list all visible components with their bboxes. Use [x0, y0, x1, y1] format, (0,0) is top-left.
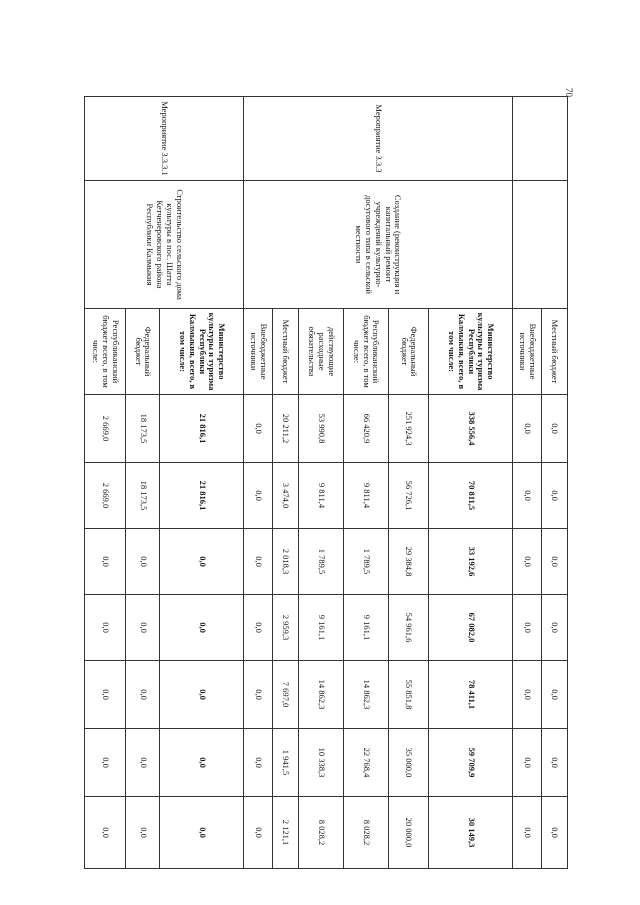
funding-source-cell: Внебюджетные источники	[512, 309, 541, 395]
measure-number-cell	[512, 97, 567, 181]
amount-cell: 21 816,1	[160, 463, 244, 529]
funding-source-cell: Республиканский бюджет всего, в том числе:	[343, 309, 388, 395]
amount-cell: 2 959,3	[272, 595, 298, 661]
measure-number-cell: Мероприятие 3.3.3	[244, 97, 513, 181]
amount-cell: 0,0	[125, 529, 160, 595]
amount-cell: 0,0	[512, 661, 541, 729]
amount-cell: 0,0	[125, 661, 160, 729]
measure-description-cell: Создание (реконструкция и капитальный ремонт учреждений культурно-досугового типа в сельской местности	[244, 181, 513, 309]
amount-cell: 9 161,1	[299, 595, 344, 661]
amount-cell: 0,0	[160, 797, 244, 869]
amount-cell: 1 789,5	[343, 529, 388, 595]
amount-cell: 35 000,0	[388, 729, 429, 797]
amount-cell: 0,0	[244, 463, 273, 529]
page-number: 70	[564, 88, 574, 97]
amount-cell: 0,0	[125, 797, 160, 869]
amount-cell: 56 726,1	[388, 463, 429, 529]
amount-cell: 0,0	[512, 729, 541, 797]
amount-cell: 0,0	[85, 529, 126, 595]
amount-cell: 0,0	[541, 729, 567, 797]
amount-cell: 3 474,0	[272, 463, 298, 529]
amount-cell: 1 941,5	[272, 729, 298, 797]
amount-cell: 30 149,3	[429, 797, 513, 869]
amount-cell: 0,0	[160, 529, 244, 595]
table-row	[541, 97, 567, 869]
funding-source-cell: Республиканский бюджет всего, в том числе:	[85, 309, 126, 395]
amount-cell: 29 384,8	[388, 529, 429, 595]
funding-source-cell: Местный бюджет	[541, 309, 567, 395]
amount-cell: 0,0	[512, 595, 541, 661]
amount-cell: 7 697,0	[272, 661, 298, 729]
measure-description-cell: Строительство сельского дома культуры в пос. Шатта Кетченеровского района Республики Калмыкия	[85, 181, 244, 309]
funding-source-cell: действующие расходные обязательства	[299, 309, 344, 395]
amount-cell: 0,0	[541, 797, 567, 869]
measure-number-cell: Мероприятие 3.3.3.1	[85, 97, 244, 181]
amount-cell: 18 173,5	[125, 463, 160, 529]
table-body	[85, 97, 568, 869]
amount-cell: 14 862,3	[343, 661, 388, 729]
funding-source-cell: Министерство культуры и туризма Республики Калмыкия, всего, в том числе:	[160, 309, 244, 395]
funding-source-cell: Местный бюджет	[272, 309, 298, 395]
amount-cell: 0,0	[85, 661, 126, 729]
amount-cell: 0,0	[160, 729, 244, 797]
amount-cell: 0,0	[160, 661, 244, 729]
amount-cell: 0,0	[85, 797, 126, 869]
amount-cell: 9 811,4	[343, 463, 388, 529]
amount-cell: 0,0	[512, 797, 541, 869]
amount-cell: 0,0	[244, 529, 273, 595]
amount-cell: 0,0	[125, 729, 160, 797]
budget-table	[84, 96, 568, 869]
amount-cell: 0,0	[244, 797, 273, 869]
amount-cell: 338 556,4	[429, 395, 513, 463]
amount-cell: 2 669,0	[85, 395, 126, 463]
amount-cell: 0,0	[541, 463, 567, 529]
amount-cell: 21 816,1	[160, 395, 244, 463]
table-row	[160, 97, 244, 869]
funding-source-cell: Федеральный бюджет	[388, 309, 429, 395]
rotated-page	[84, 96, 568, 868]
funding-source-cell: Министерство культуры и туризма Республики Калмыкия, всего, в том числе:	[429, 309, 513, 395]
amount-cell: 0,0	[541, 395, 567, 463]
amount-cell: 22 768,4	[343, 729, 388, 797]
funding-source-cell: Внебюджетные источники	[244, 309, 273, 395]
amount-cell: 0,0	[125, 595, 160, 661]
amount-cell: 14 862,3	[299, 661, 344, 729]
amount-cell: 10 338,3	[299, 729, 344, 797]
amount-cell: 0,0	[85, 729, 126, 797]
amount-cell: 8 028,2	[343, 797, 388, 869]
amount-cell: 2 018,3	[272, 529, 298, 595]
amount-cell: 20 211,2	[272, 395, 298, 463]
amount-cell: 9 811,4	[299, 463, 344, 529]
amount-cell: 66 420,9	[343, 395, 388, 463]
measure-description-cell	[512, 181, 567, 309]
table-row	[429, 97, 513, 869]
amount-cell: 8 028,2	[299, 797, 344, 869]
amount-cell: 0,0	[512, 463, 541, 529]
amount-cell: 20 000,0	[388, 797, 429, 869]
amount-cell: 0,0	[85, 595, 126, 661]
funding-source-cell: Федеральный бюджет	[125, 309, 160, 395]
amount-cell: 0,0	[244, 395, 273, 463]
amount-cell: 0,0	[244, 729, 273, 797]
amount-cell: 67 082,0	[429, 595, 513, 661]
amount-cell: 9 161,1	[343, 595, 388, 661]
amount-cell: 0,0	[160, 595, 244, 661]
amount-cell: 0,0	[244, 595, 273, 661]
amount-cell: 33 192,6	[429, 529, 513, 595]
amount-cell: 54 961,6	[388, 595, 429, 661]
amount-cell: 55 851,8	[388, 661, 429, 729]
amount-cell: 2 121,1	[272, 797, 298, 869]
amount-cell: 2 669,0	[85, 463, 126, 529]
amount-cell: 1 789,5	[299, 529, 344, 595]
amount-cell: 59 709,9	[429, 729, 513, 797]
amount-cell: 0,0	[244, 661, 273, 729]
amount-cell: 0,0	[541, 661, 567, 729]
amount-cell: 0,0	[512, 529, 541, 595]
amount-cell: 0,0	[541, 595, 567, 661]
amount-cell: 70 811,5	[429, 463, 513, 529]
amount-cell: 0,0	[541, 529, 567, 595]
amount-cell: 78 411,1	[429, 661, 513, 729]
amount-cell: 18 173,5	[125, 395, 160, 463]
amount-cell: 53 990,8	[299, 395, 344, 463]
amount-cell: 251 924,3	[388, 395, 429, 463]
amount-cell: 0,0	[512, 395, 541, 463]
